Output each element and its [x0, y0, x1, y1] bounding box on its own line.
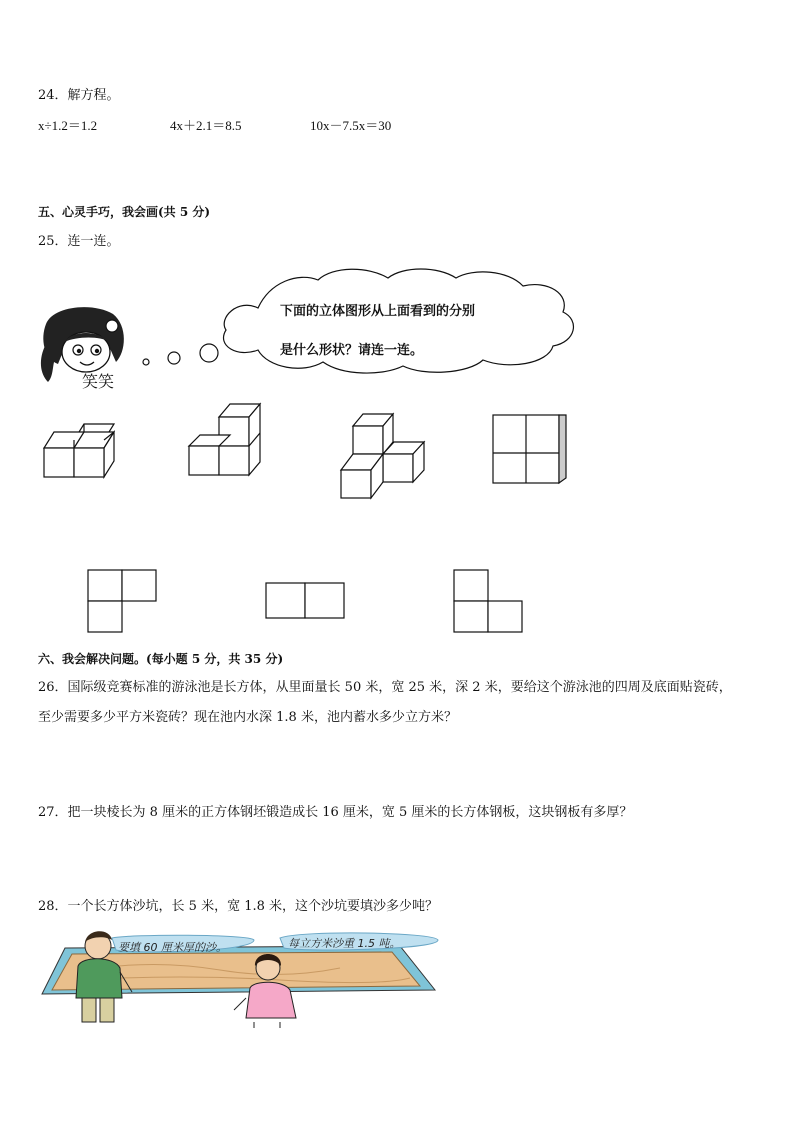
q24-title: 24．解方程。: [38, 88, 120, 103]
top-view-shape-3: [453, 569, 525, 635]
girl-name-label: 笑笑: [82, 372, 115, 391]
top-view-shape-2: [265, 582, 347, 620]
equation-1: x÷1.2＝1.2: [38, 118, 98, 133]
solid-figure-3: [338, 414, 430, 500]
q26-text-line-2: 至少需要多少平方米瓷砖？现在池内水深 1.8 米，池内蓄水多少立方米？: [38, 710, 457, 725]
boy-speech-text: 要填 60 厘米厚的沙。: [118, 941, 227, 954]
solid-figure-2: [188, 404, 263, 478]
q26-text-line-1: 26．国际级竞赛标准的游泳池是长方体，从里面量长 50 米，宽 25 米，深 2 米，要给这个游泳池的四周及底面贴瓷砖，: [38, 680, 732, 695]
thought-bubble-dots: [140, 338, 220, 368]
solid-figure-4: [492, 414, 570, 486]
cloud-speech-bubble: [218, 268, 582, 378]
section-6-heading: 六、我会解决问题。(每小题 5 分，共 35 分): [38, 652, 284, 666]
q28-text: 28．一个长方体沙坑，长 5 米，宽 1.8 米，这个沙坑要填沙多少吨？: [38, 899, 439, 914]
equation-2: 4x＋2.1＝8.5: [170, 118, 242, 133]
equation-3: 10x－7.5x＝30: [310, 118, 392, 133]
q25-title: 25．连一连。: [38, 234, 120, 249]
q27-text: 27．把一块棱长为 8 厘米的正方体钢坯锻造成长 16 厘米，宽 5 厘米的长方体钢板，这块钢板有多厚？: [38, 805, 633, 820]
section-5-heading: 五、心灵手巧，我会画(共 5 分): [38, 205, 211, 219]
girl-speech-text: 每立方米沙重 1.5 吨。: [288, 937, 401, 950]
bubble-text-line-1: 下面的立体图形从上面看到的分别: [280, 304, 476, 319]
solid-figure-1: [43, 424, 123, 480]
bubble-text-line-2: 是什么形状？请连一连。: [280, 343, 424, 358]
top-view-shape-1: [87, 569, 159, 635]
